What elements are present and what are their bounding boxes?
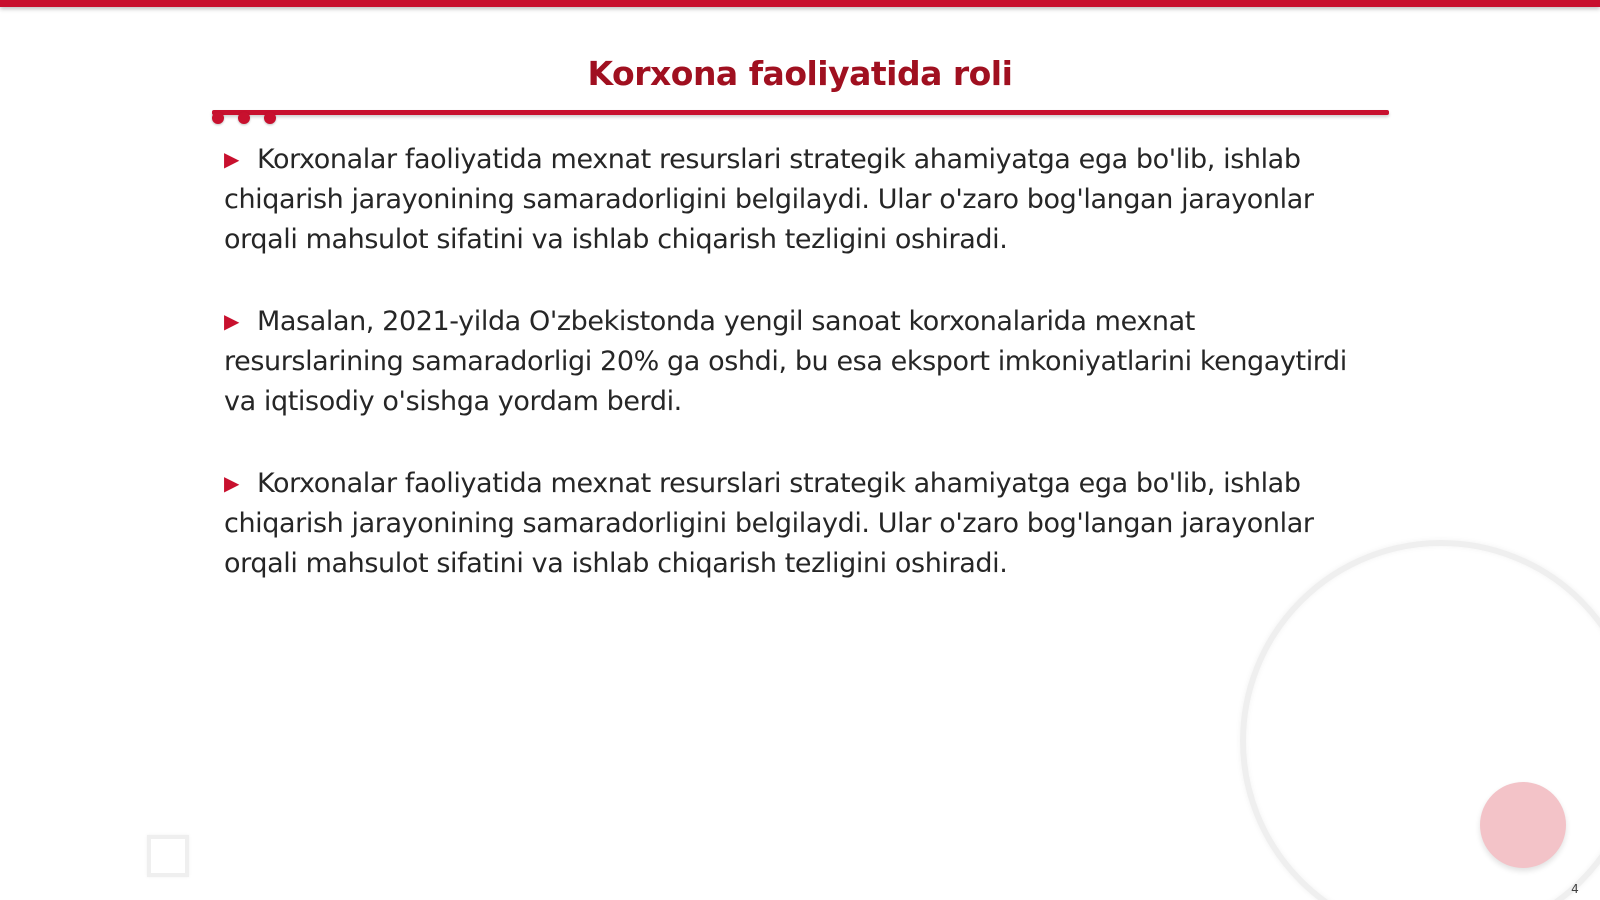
slide-title: Korxona faoliyatida roli (587, 54, 1013, 93)
bullet-text: Korxonalar faoliyatida mexnat resurslari strategik ahamiyatga ega bo'lib, ishlab chiqarish jarayonining samaradorligini belgilaydi. Ular o'zaro bog'langan jarayonlar orqali mahsulot sifatini va ishlab chiqarish tezligini oshiradi. (224, 468, 1314, 579)
bullet-list (224, 139, 1374, 625)
rule-dot (238, 112, 250, 124)
triangle-right-icon: ▶ (224, 147, 239, 171)
rule-dot (212, 112, 224, 124)
page-number: 4 (1571, 882, 1579, 896)
decorative-square (147, 835, 189, 877)
title-underline (212, 110, 1389, 115)
top-accent-bar (0, 0, 1600, 7)
bullet-text: Masalan, 2021-yilda O'zbekistonda yengil sanoat korxonalarida mexnat resurslarining samaradorligi 20% ga oshdi, bu esa eksport imkoniyatlarini kengaytirdi va iqtisodiy o'sishga yordam berdi. (224, 306, 1347, 417)
rule-dot (264, 112, 276, 124)
bullet-text: Korxonalar faoliyatida mexnat resurslari strategik ahamiyatga ega bo'lib, ishlab chiqarish jarayonining samaradorligini belgilaydi. Ular o'zaro bog'langan jarayonlar orqali mahsulot sifatini va ishlab chiqarish tezligini oshiradi. (224, 144, 1314, 255)
triangle-right-icon: ▶ (224, 471, 239, 495)
bullet-item (224, 301, 1374, 422)
bullet-item (224, 139, 1374, 260)
triangle-right-icon: ▶ (224, 309, 239, 333)
decorative-circle (1480, 782, 1566, 868)
bullet-item (224, 463, 1374, 584)
